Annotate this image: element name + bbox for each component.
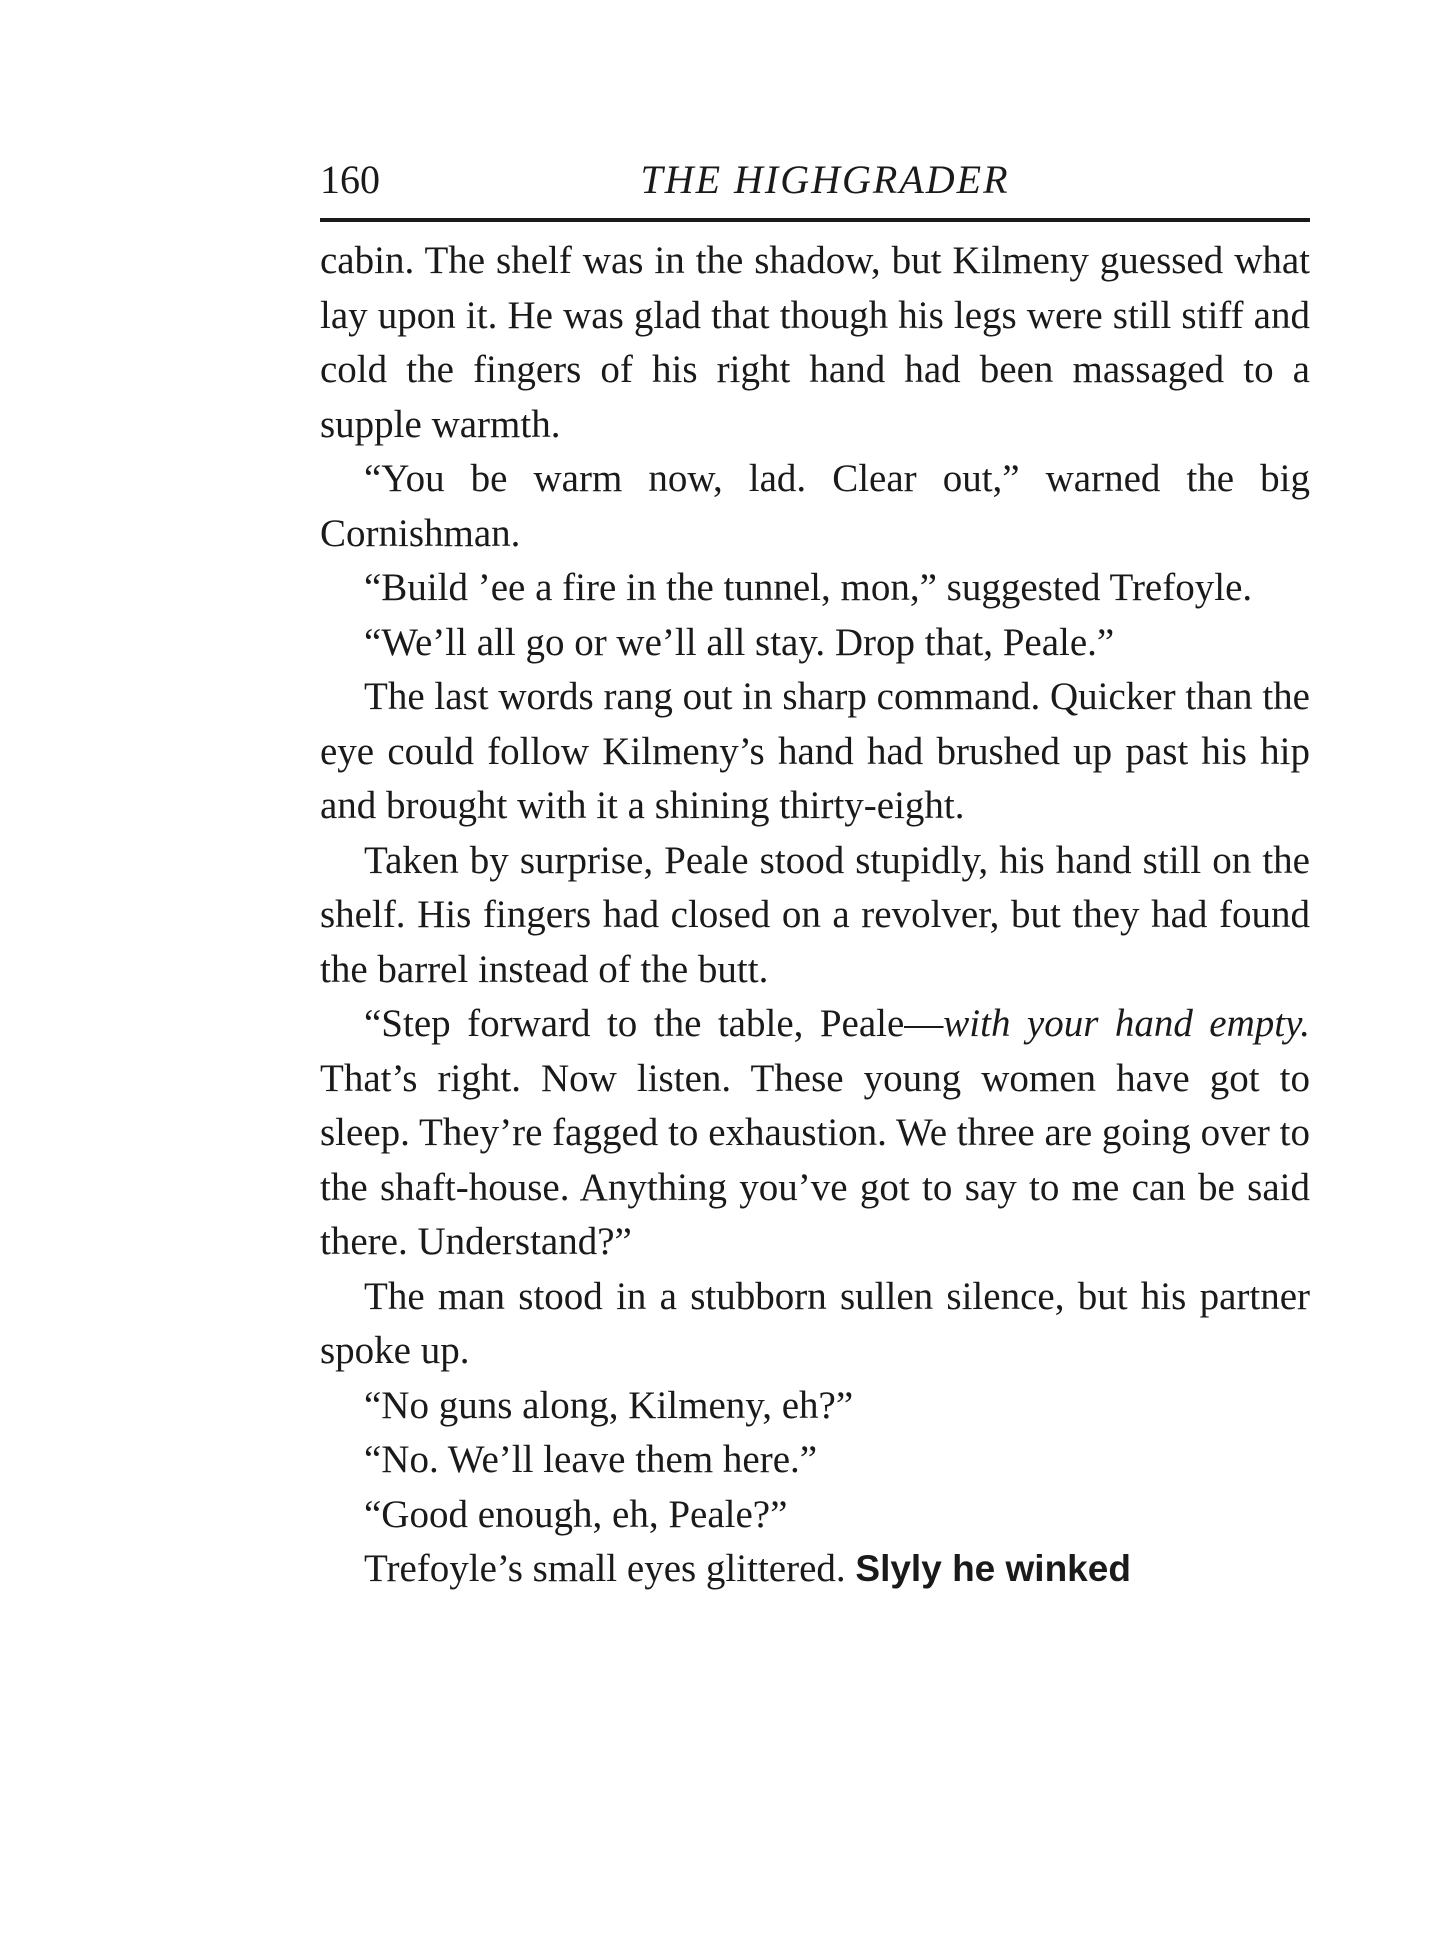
paragraph-text: That’s right. Now listen. These young women have got to sleep. They’re fagged to exhaustion. We three are going over to the shaft-house. Anything you’ve got to say to me can be said there. Understand?” — [320, 1056, 1310, 1263]
paragraph: “No guns along, Kilmeny, eh?” — [364, 1383, 854, 1427]
paragraph — [320, 997, 1310, 1270]
paragraph — [320, 1542, 1310, 1597]
page-number: 160 — [320, 157, 380, 202]
paragraph: The man stood in a stubborn sullen silence, but his partner spoke up. — [320, 1274, 1310, 1372]
paragraph: “You be warm now, lad. Clear out,” warned the big Cornishman. — [320, 457, 1310, 555]
bold-text: Slyly he winked — [855, 1548, 1131, 1589]
paragraph: cabin. The shelf was in the shadow, but Kilmeny guessed what lay upon it. He was glad that though his legs were still stiff and cold the fingers of his right hand had been massaged to a supple warmth. — [320, 239, 1310, 446]
paragraph: The last words rang out in sharp command. Quicker than the eye could follow Kilmeny’s hand had brushed up past his hip and brought with it a shining thirty-eight. — [320, 675, 1310, 827]
book-page — [320, 150, 1310, 1597]
header-rule — [320, 218, 1310, 222]
paragraph: “Good enough, eh, Peale?” — [364, 1492, 788, 1536]
running-title: THE HIGHGRADER — [640, 157, 1010, 202]
paragraph: “No. We’ll leave them here.” — [364, 1438, 818, 1481]
paragraph: “We’ll all go or we’ll all stay. Drop that, Peale.” — [364, 620, 1115, 664]
paragraph: Taken by surprise, Peale stood stupidly, his hand still on the shelf. His fingers had closed on a revolver, but they had found the barrel instead of the butt. — [320, 838, 1310, 991]
italic-text: with your hand empty. — [943, 1002, 1311, 1045]
body-text — [320, 234, 1310, 1597]
paragraph-text: “Step forward to the table, Peale— — [364, 1002, 944, 1045]
paragraph-text: Trefoyle’s small eyes glittered. — [364, 1547, 856, 1590]
paragraph: “Build ’ee a fire in the tunnel, mon,” suggested Trefoyle. — [364, 566, 1253, 609]
page-header — [320, 150, 1310, 210]
